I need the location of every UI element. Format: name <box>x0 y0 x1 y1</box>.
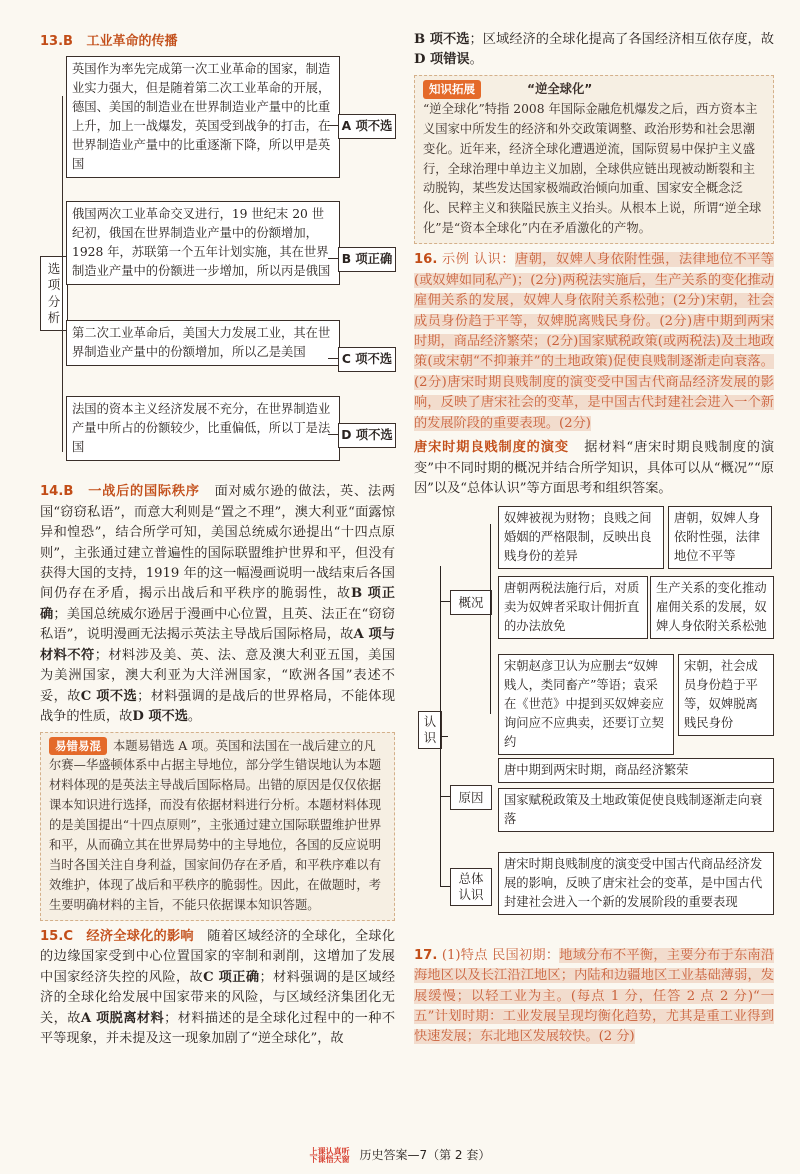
q13-connector <box>62 96 63 452</box>
q14-title: 一战后的国际秩序 <box>88 484 200 500</box>
tip-knowledge-text: “逆全球化”特指 2008 年国际金融危机爆发之后，西方资本主义国家中所发生的经济和外交政策调整、政治形势和社会思潮变化。近年来，经济全球化遭遇逆流，国际贸易中保护主义盛行，全球治理中单边主义加剧，全球供应链出现被动断裂和主动脱钩，某些发达国家极端政治倾向加重、国家安全概念泛化、民粹主义和狭隘民族主义抬头。从根本上说，所谓“逆全球化”是“资本全球化”内在矛盾激化的产物。 <box>423 101 762 236</box>
map-zongti-label: 总体认识 <box>450 868 492 907</box>
q13-side-label: 选项分析 <box>40 256 68 331</box>
tip-knowledge-badge: 知识拓展 <box>423 80 481 99</box>
q13-option-c-text: 第二次工业革命后，美国大力发展工业，其在世界制造业产量中的份额增加，所以乙是美国 <box>66 320 340 366</box>
q13-option-d-tag: D 项不选 <box>338 423 396 448</box>
tip-knowledge-expansion <box>414 75 774 244</box>
q16-number: 16. <box>414 252 438 268</box>
q15-c-correct: C 项正确 <box>203 969 260 985</box>
map-z1: 唐宋时期良贱制度的演变受中国古代商品经济发展的影响，反映了唐宋社会的变革，是中国古代封建社会进入一个新的发展阶段的重要表现 <box>498 852 774 915</box>
q15-b-not: B 项不选 <box>414 32 470 47</box>
right-column <box>414 30 774 1052</box>
q14-c-not: C 项不选 <box>80 688 138 704</box>
map-g3b: 宋朝，社会成员身份趋于平等，奴婢脱离贱民身份 <box>678 654 774 736</box>
q15-title: 经济全球化的影响 <box>86 928 194 944</box>
q13-analysis-diagram <box>40 56 395 474</box>
footer-page-label: 历史答案—7（第 2 套） <box>359 1148 491 1162</box>
map-g1b: 唐朝，奴婢人身依附性强，法律地位不平等 <box>668 506 772 569</box>
tip-error-text: 本题易错选 A 项。英国和法国在一战后建立的凡尔赛—华盛顿体系中占据主导地位，部分学生错误地认为本题材料体现的是英法主导战后国际格局。出错的原因是仅仅依据课本知识进行选择，而没有依据材料进行分析。本题材料体现的是美国提出“十四点原则”，主张通过建立国际联盟维护世界和平，从而确立其在世界局势中的主导地位，各国的反应说明当时各国关注自身利益，国家间仍存在矛盾，和平秩序难以有效维护，体现了战后和平秩序的脆弱性。因此，在做题时，考生要明确材料的主旨，不能只依据课本知识答题。 <box>49 738 382 912</box>
q17-number: 17. <box>414 947 438 963</box>
q13-heading <box>40 32 395 52</box>
q15-a-not: A 项脱离材料 <box>80 1010 165 1026</box>
map-g2a: 唐朝两税法施行后，对质卖为奴婢者采取计佣折直的办法放免 <box>498 576 648 639</box>
map-g1a: 奴婢被视为财物；良贱之间婚姻的严格限制，反映出良贱身份的差异 <box>498 506 664 569</box>
q16-answer-text: 唐朝，奴婢人身依附性强，法律地位不平等(或奴婢如同私产)；(2分)两税法实施后，生产关系的变化推动雇佣关系的发展，奴婢人身依附关系松弛；(2分)宋朝，社会成员身份趋于平等，奴婢脱离贱民身份。(2分)唐中期到两宋时期，商品经济繁荣；(2分)国家赋税政策(或两税法)及土地政策(或宋朝“不抑兼并”的土地政策)促使良贱制逐渐走向衰落。(2分)唐宋时期良贱制度的演变受中国古代商品经济发展的影响，反映了唐宋社会的变革，是中国古代封建社会进入一个新的发展阶段的重要表现。(2分) <box>414 252 774 431</box>
q13-option-a-tag: A 项不选 <box>338 114 396 139</box>
q13-title: 工业革命的传播 <box>86 34 178 49</box>
q15-d-wrong: D 项错误 <box>414 52 470 68</box>
q15-continued: B 项不选；区域经济的全球化提高了各国经济相互依存度，故D 项错误。 <box>414 32 774 68</box>
q17-answer-text: 地域分布不平衡，主要分布于东南沿海地区以及长江沿江地区；内陆和边疆地区工业基础薄弱，发展缓慢；以轻工业为主。(每点 1 分，任答 2 点 2 分)“一五”计划时期：工业发展呈现均衡化趋势，尤其是重工业得到快速发展；东北地区发展较快。(2 分) <box>414 947 775 1045</box>
q16-answer: 16. 示例 认识：唐朝，奴婢人身依附性强，法律地位不平等(或奴婢如同私产)；(2分)两税法实施后，生产关系的变化推动雇佣关系的发展，奴婢人身依附关系松弛；(2分)宋朝，社会成员身份趋于平等，奴婢脱离贱民身份。(2分)唐中期到两宋时期，商品经济繁荣；(2分)国家赋税政策(或两税法)及土地政策(或宋朝“不抑兼并”的土地政策)促使良贱制逐渐走向衰落。(2分)唐宋时期良贱制度的演变受中国古代商品经济发展的影响，反映了唐宋社会的变革，是中国古代封建社会进入一个新的发展阶段的重要表现。(2分) <box>414 252 774 431</box>
map-gaikuang-label: 概况 <box>450 590 492 615</box>
left-column <box>40 30 395 1053</box>
q15-number: 15.C <box>40 928 74 944</box>
q14-paragraph: 14.B 一战后的国际秩序 面对威尔逊的做法，英、法两国“窃窃私语”，而意大利则是“置之不理”，澳大利亚“面露惊异和惶恐”，结合所学可知，美国总统威尔逊提出“十四点原则”，主张通过建立普遍性的国际联盟维护世界和平，但没有获得大国的支持，1919 年的这一幅漫画说明一战结束后各国间仍存在矛盾，揭示出战后和平秩序的脆弱性，故B 项正确；美国总统威尔逊居于漫画中心位置，且英、法正在“窃窃私语”，说明漫画无法揭示英法主导战后国际格局，故A 项与材料不符；材料涉及美、英、法、意及澳大利亚五国，美国为美洲国家，澳大利亚为大洋洲国家，“欧洲各国”表述不妥，故C 项不选；材料强调的是战后的世界格局，不能体现战争的性质，故D 项不选。 <box>40 484 396 725</box>
q14-number: 14.B <box>40 484 74 500</box>
q13-option-a-text: 英国作为率先完成第一次工业革命的国家，制造业实力强大，但是随着第二次工业革命的开展，德国、美国的制造业在世界制造业产量中的比重上升，加上一战爆发，英国受到战争的打击，在世界制造业产量中的比重逐渐下降，所以甲是英国 <box>66 56 340 178</box>
q13-option-d-text: 法国的资本主义经济发展不充分，在世界制造业产量中所占的份额较少，比重偏低，所以丁是法国 <box>66 396 340 461</box>
q14-a-not: A 项与材料不符 <box>40 627 395 663</box>
tip-error-prone <box>40 732 395 921</box>
q13-option-b-tag: B 项正确 <box>338 247 396 272</box>
q16-explanation: 唐宋时期良贱制度的演变 据材料“唐宋时期良贱制度的演变”中不同时期的概况并结合所学知识，具体可以从“概况”“原因”以及“总体认识”等方面思考和组织答案。 <box>414 440 775 497</box>
map-g3a: 宋朝赵彦卫认为应删去“奴婢贱人，类同畜产”等语；袁采在《世范》中提到买奴婢妾应询问应不应典卖，还要订立契约 <box>498 654 674 755</box>
map-g2b: 生产关系的变化推动雇佣关系的发展，奴婢人身依附关系松弛 <box>650 576 774 639</box>
q13-option-c-tag: C 项不选 <box>338 347 396 372</box>
q17-answer: 17. (1)特点 民国初期：地域分布不平衡，主要分布于东南沿海地区以及长江沿江地区；内陆和边疆地区工业基础薄弱，发展缓慢；以轻工业为主。(每点 1 分，任答 2 点 2 分)“一五”计划时期：工业发展呈现均衡化趋势，尤其是重工业得到快速发展；东北地区发展较快。(2 分) <box>414 947 775 1045</box>
map-y1: 唐中期到两宋时期，商品经济繁荣 <box>498 758 774 783</box>
q14-b-correct: B 项正确 <box>40 586 395 622</box>
q15-paragraph: 15.C 经济全球化的影响 随着区域经济的全球化，全球化的边缘国家受到中心位置国家的宰制和剥削，这增加了发展中国家经济失控的风险，故C 项正确；材料强调的是区域经济的全球化给发展中国家带来的风险，与区域经济集团化无关，故A 项脱离材料；材料描述的是全球化过程中的一种不平等现象，并未提及这一现象加剧了“逆全球化”，故 <box>40 928 396 1046</box>
q14-d-not: D 项不选 <box>132 709 188 725</box>
q16-head: 唐宋时期良贱制度的演变 <box>414 440 569 456</box>
tip-error-badge: 易错易混 <box>49 737 107 756</box>
map-root-label: 认识 <box>418 711 442 750</box>
footer-logo: 上课认真听 下课悟天窗 <box>309 1146 350 1164</box>
q13-option-b-text: 俄国两次工业革命交叉进行，19 世纪末 20 世纪初，俄国在世界制造业产量中的份额增加，1928 年，苏联第一个五年计划实施，其在世界制造业产量中的份额进一步增加，所以丙是俄国 <box>66 201 340 285</box>
map-yuanyin-label: 原因 <box>450 785 492 810</box>
map-y2: 国家赋税政策及土地政策促使良贱制逐渐走向衰落 <box>498 788 774 832</box>
q16-mind-map <box>414 506 774 946</box>
tip-knowledge-title: “逆全球化” <box>527 81 593 96</box>
page-footer <box>0 1146 800 1165</box>
q13-number: 13.B <box>40 34 73 49</box>
